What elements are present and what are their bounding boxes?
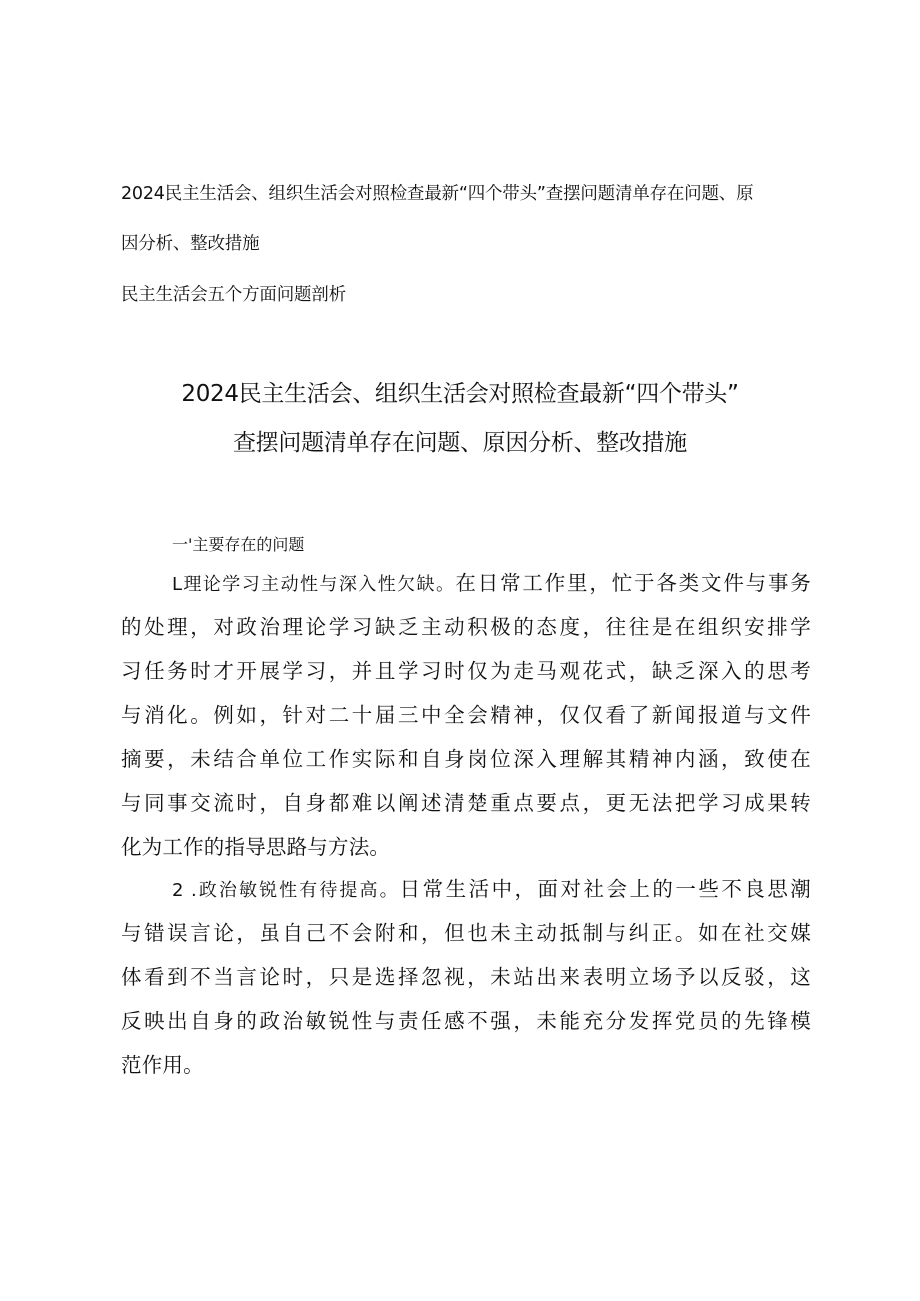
item-2-line-1 bbox=[172, 874, 811, 906]
document-title-line-1: 2024民主生活会、组织生活会对照检查最新“四个带头” bbox=[181, 381, 739, 407]
item-1-line-3: 习任务时才开展学习，并且学习时仅为走马观花式，缺乏深入的思考 bbox=[121, 659, 811, 683]
item-1-lead: L理论学习主动性与深入性欠缺。 bbox=[172, 574, 456, 595]
item-1-text: 在日常工作里，忙于各类文件与事务 bbox=[455, 571, 812, 595]
document-title-line-2: 查摆问题清单存在问题、原因分析、整改措施 bbox=[232, 430, 687, 456]
item-1-line-6: 与同事交流时，自身都难以阐述清楚重点要点，更无法把学习成果转 bbox=[121, 791, 811, 815]
item-2-lead: 2 .政治敏锐性有待提高。 bbox=[172, 880, 400, 901]
header-title-line-2: 因分析、整改措施 bbox=[121, 234, 260, 254]
item-1-line-2: 的处理，对政治理论学习缺乏主动积极的态度，往往是在组织安排学 bbox=[121, 615, 811, 639]
header-subtitle: 民主生活会五个方面问题剖析 bbox=[121, 285, 346, 305]
item-2-text: 日常生活中，面对社会上的一些不良思潮 bbox=[399, 877, 811, 901]
item-2-line-5: 范作用。 bbox=[121, 1053, 204, 1077]
item-1-line-4: 与消化。例如，针对二十届三中全会精神，仅仅看了新闻报道与文件 bbox=[121, 703, 811, 727]
item-1-line-1 bbox=[172, 568, 811, 600]
section-heading: 一'主要存在的问题 bbox=[172, 535, 305, 554]
item-2-line-2: 与错误言论，虽自己不会附和，但也未主动抵制与纠正。如在社交媒 bbox=[121, 921, 811, 945]
header-title-line-1: 2024民主生活会、组织生活会对照检查最新“四个带头”查摆问题清单存在问题、原 bbox=[121, 184, 754, 204]
item-1-line-5: 摘要，未结合单位工作实际和自身岗位深入理解其精神内涵，致使在 bbox=[121, 747, 811, 771]
item-2-line-4: 反映出自身的政治敏锐性与责任感不强，未能充分发挥党员的先锋模 bbox=[121, 1009, 811, 1033]
item-2-line-3: 体看到不当言论时，只是选择忽视，未站出来表明立场予以反驳，这 bbox=[121, 965, 811, 989]
item-1-line-7: 化为工作的指导思路与方法。 bbox=[121, 835, 391, 859]
